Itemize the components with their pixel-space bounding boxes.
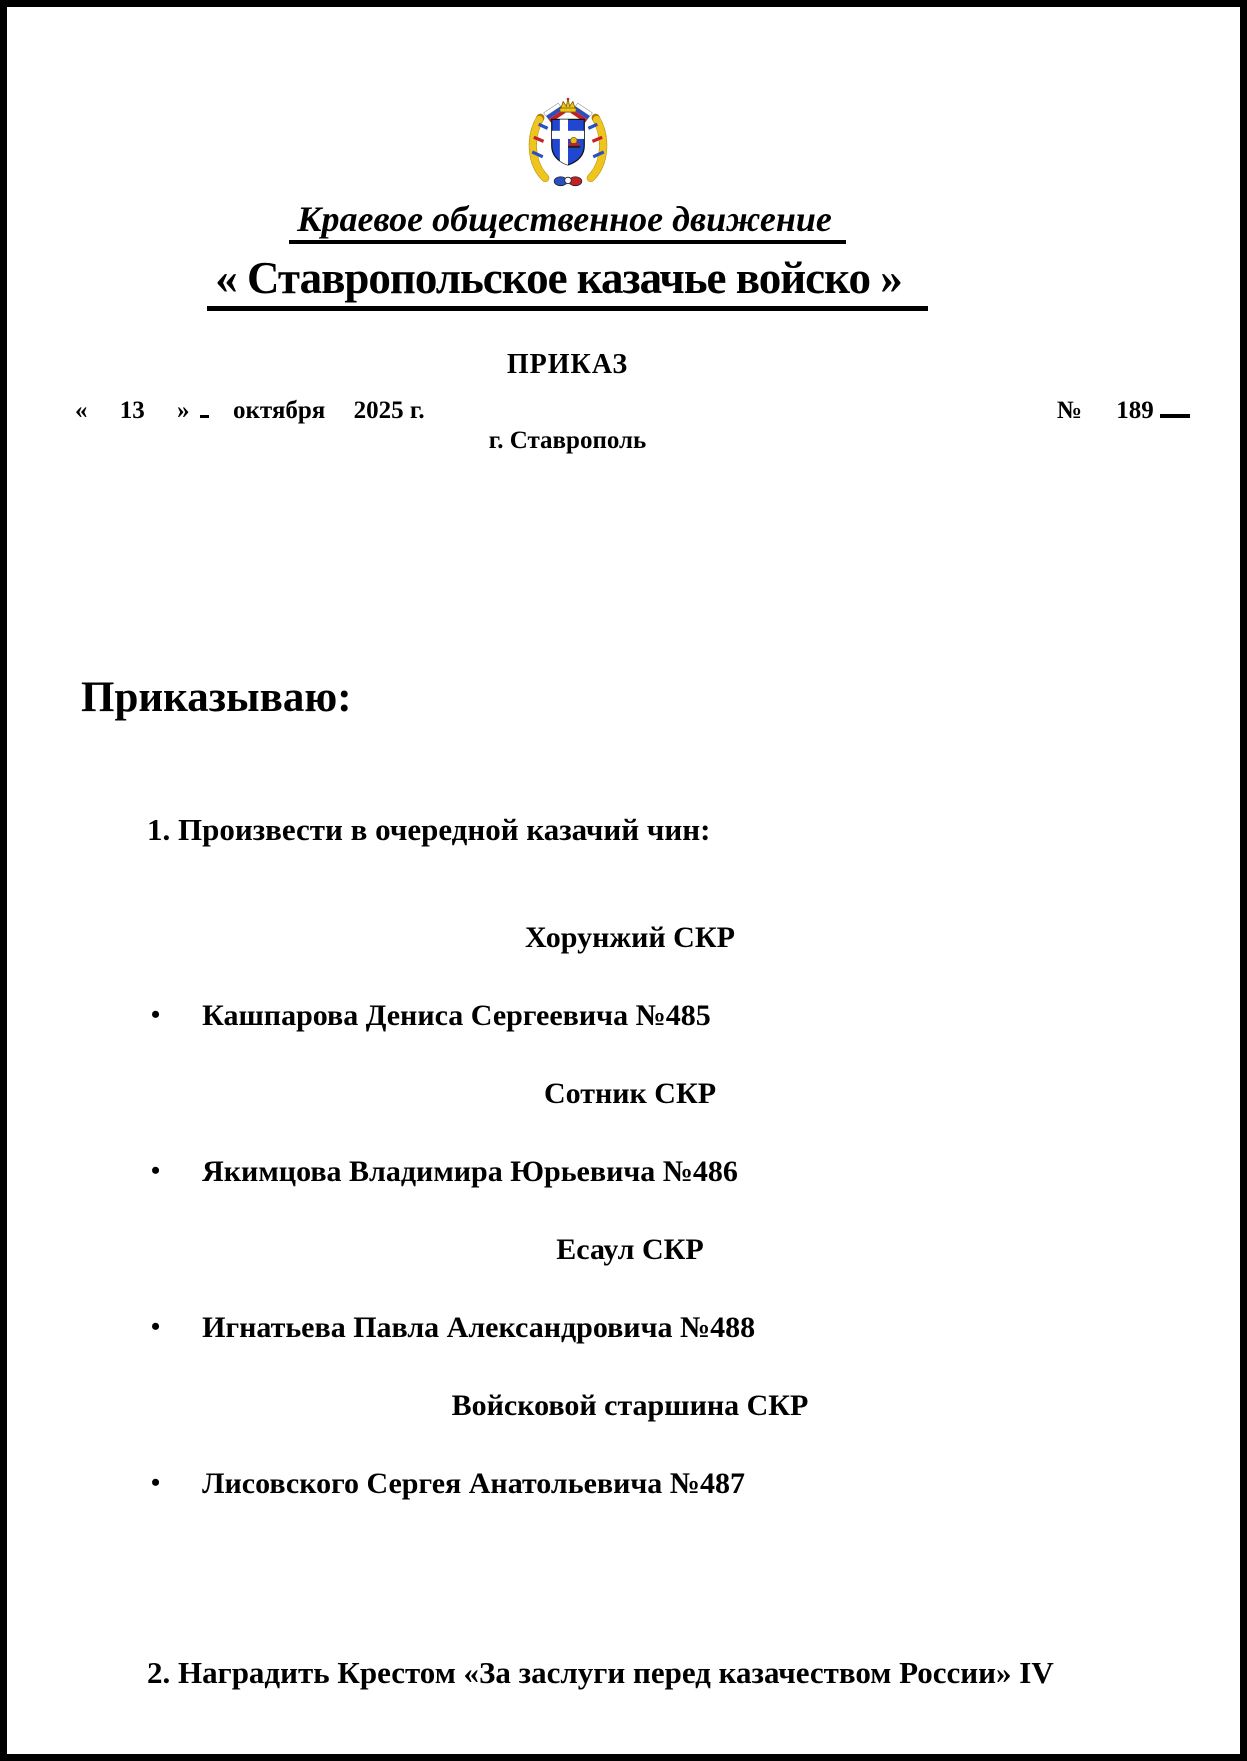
bullet-icon: • <box>151 1156 161 1185</box>
order-number: 189 <box>1116 397 1154 424</box>
open-quote: « <box>75 397 88 424</box>
rank-heading-3: Есаул СКР <box>556 1233 704 1266</box>
order-heading: Приказываю: <box>81 674 352 721</box>
bullet-icon: • <box>151 1468 161 1497</box>
date-group <box>75 396 425 426</box>
date-number-row <box>75 394 1190 426</box>
number-blank-underline <box>1160 394 1190 418</box>
number-sign: № <box>1056 397 1082 424</box>
movement-title: Краевое общественное движение <box>289 201 846 244</box>
movement-title-line <box>75 191 1060 244</box>
promotion-entry-1 <box>75 1001 1185 1031</box>
organization-name-line <box>75 253 1060 311</box>
promotion-name-2: Якимцова Владимира Юрьевича №486 <box>202 1155 738 1188</box>
date-blank-underline <box>200 397 209 418</box>
emblem-wrap <box>75 95 1060 191</box>
promotion-name-4: Лисовского Сергея Анатольевича №487 <box>202 1467 745 1500</box>
rank-heading-1: Хорунжий СКР <box>525 921 735 954</box>
promotion-entry-2 <box>75 1157 1185 1187</box>
promotion-entry-4 <box>75 1469 1185 1499</box>
date-month: октября <box>233 397 326 424</box>
rank-heading-2: Сотник СКР <box>543 1077 717 1110</box>
document-type: ПРИКАЗ <box>506 349 629 380</box>
promotion-name-1: Кашпарова Дениса Сергеевича №485 <box>202 999 711 1032</box>
bullet-icon: • <box>151 1000 161 1029</box>
document-header <box>75 95 1060 379</box>
order-number-group <box>1057 394 1190 426</box>
bow-icon <box>554 177 582 186</box>
rank-heading-4: Войсковой старшина СКР <box>451 1389 809 1422</box>
date-year: 2025 г. <box>353 397 425 424</box>
item-2: 2. Наградить Крестом «За заслуги перед казачеством России» IV <box>147 1655 1054 1690</box>
close-quote: » <box>177 397 190 424</box>
organization-name: « Ставропольское казачье войско » <box>207 256 927 311</box>
stavropol-krai-coat-of-arms <box>518 95 618 191</box>
document-body <box>75 814 1185 1688</box>
bullet-icon: • <box>151 1312 161 1341</box>
promotion-name-3: Игнатьева Павла Александровича №488 <box>202 1311 756 1344</box>
item-1: 1. Произвести в очередной казачий чин: <box>147 812 711 847</box>
promotion-entry-3 <box>75 1313 1185 1343</box>
crown-icon <box>559 98 575 112</box>
shield-icon <box>551 119 584 165</box>
place-line: г. Ставрополь <box>488 427 647 454</box>
date-day: 13 <box>119 397 145 424</box>
